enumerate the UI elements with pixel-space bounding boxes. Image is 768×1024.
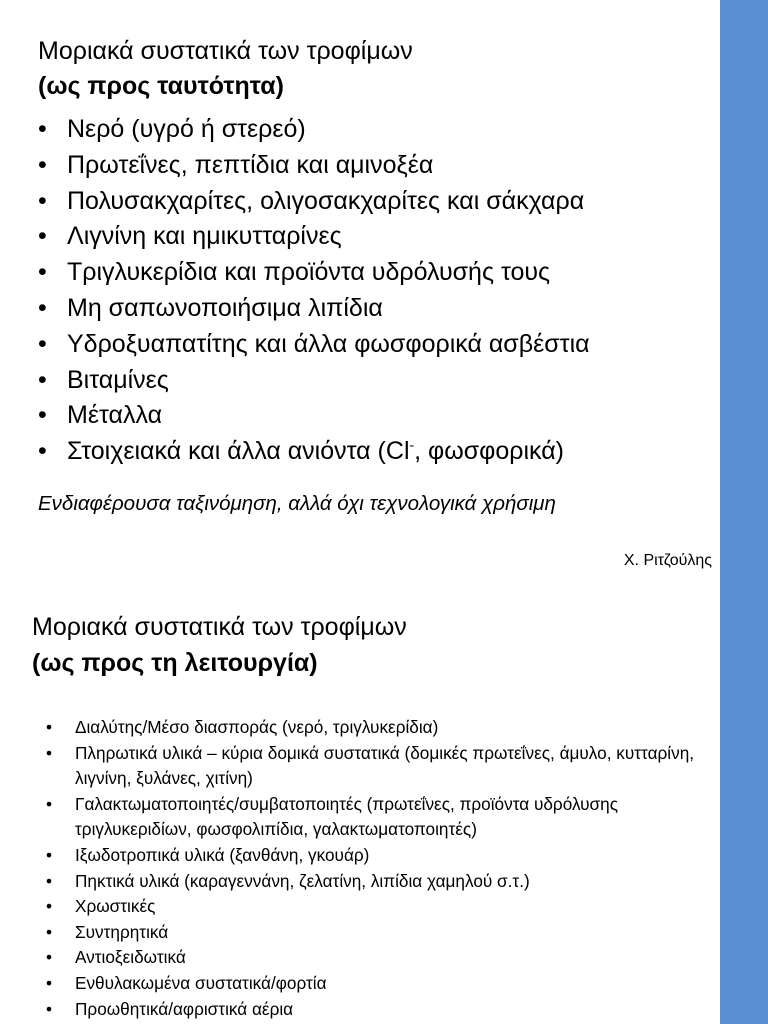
section2-title: Μοριακά συστατικά των τροφίμων bbox=[32, 613, 407, 641]
list-item: • Νερό (υγρό ή στερεό) bbox=[38, 112, 590, 148]
list-item: • Ιξωδοτροπικά υλικά (ξανθάνη, γκουάρ) bbox=[46, 843, 716, 869]
list-item: • Γαλακτωματοποιητές/συμβατοποιητές (πρωτεΐνες, προϊόντα υδρόλυσης τριγλυκεριδίων, φωσφολιπίδια, γαλακτωματοποιητές) bbox=[46, 792, 716, 843]
list-item: • Διαλύτης/Μέσο διασποράς (νερό, τριγλυκερίδια) bbox=[46, 715, 716, 741]
section2-list bbox=[46, 715, 716, 1022]
anions-text-suffix: , φωσφορικά) bbox=[414, 437, 565, 466]
list-item: • Πρωτεΐνες, πεπτίδια και αμινοξέα bbox=[38, 148, 590, 184]
list-item: • Πολυσακχαρίτες, ολιγοσακχαρίτες και σάκχαρα bbox=[38, 184, 590, 220]
list-item: • Βιταμίνες bbox=[38, 363, 590, 399]
list-item: • Μέταλλα bbox=[38, 398, 590, 434]
anions-text: Στοιχειακά και άλλα ανιόντα (Cl bbox=[67, 437, 410, 466]
accent-sidebar bbox=[720, 0, 768, 1024]
list-item: • Χρωστικές bbox=[46, 894, 716, 920]
section1-list bbox=[38, 112, 590, 470]
list-item: • Τριγλυκερίδια και προϊόντα υδρόλυσής τους bbox=[38, 255, 590, 291]
section1-title: Μοριακά συστατικά των τροφίμων bbox=[38, 37, 413, 65]
section1-note: Ενδιαφέρουσα ταξινόμηση, αλλά όχι τεχνολογικά χρήσιμη bbox=[38, 492, 556, 515]
list-item: • Προωθητικά/αφριστικά αέρια bbox=[46, 997, 716, 1023]
author-name: Χ. Ριτζούλης bbox=[623, 552, 712, 569]
list-item: • Υδροξυαπατίτης και άλλα φωσφορικά ασβέστια bbox=[38, 327, 590, 363]
list-item: • Συντηρητικά bbox=[46, 920, 716, 946]
list-item: • Πηκτικά υλικά (καραγεννάνη, ζελατίνη, λιπίδια χαμηλού σ.τ.) bbox=[46, 869, 716, 895]
list-item: • Ενθυλακωμένα συστατικά/φορτία bbox=[46, 971, 716, 997]
list-item-anions bbox=[38, 434, 590, 470]
section1-subtitle: (ως προς ταυτότητα) bbox=[38, 72, 284, 100]
list-item: • Αντιοξειδωτικά bbox=[46, 945, 716, 971]
section2-subtitle: (ως προς τη λειτουργία) bbox=[32, 649, 318, 677]
list-item: • Λιγνίνη και ημικυτταρίνες bbox=[38, 219, 590, 255]
charge-superscript: - bbox=[409, 437, 415, 453]
list-item: • Πληρωτικά υλικά – κύρια δομικά συστατικά (δομικές πρωτεΐνες, άμυλο, κυτταρίνη, λιγνίνη, ξυλάνες, χιτίνη) bbox=[46, 741, 716, 792]
list-item: • Μη σαπωνοποιήσιμα λιπίδια bbox=[38, 291, 590, 327]
